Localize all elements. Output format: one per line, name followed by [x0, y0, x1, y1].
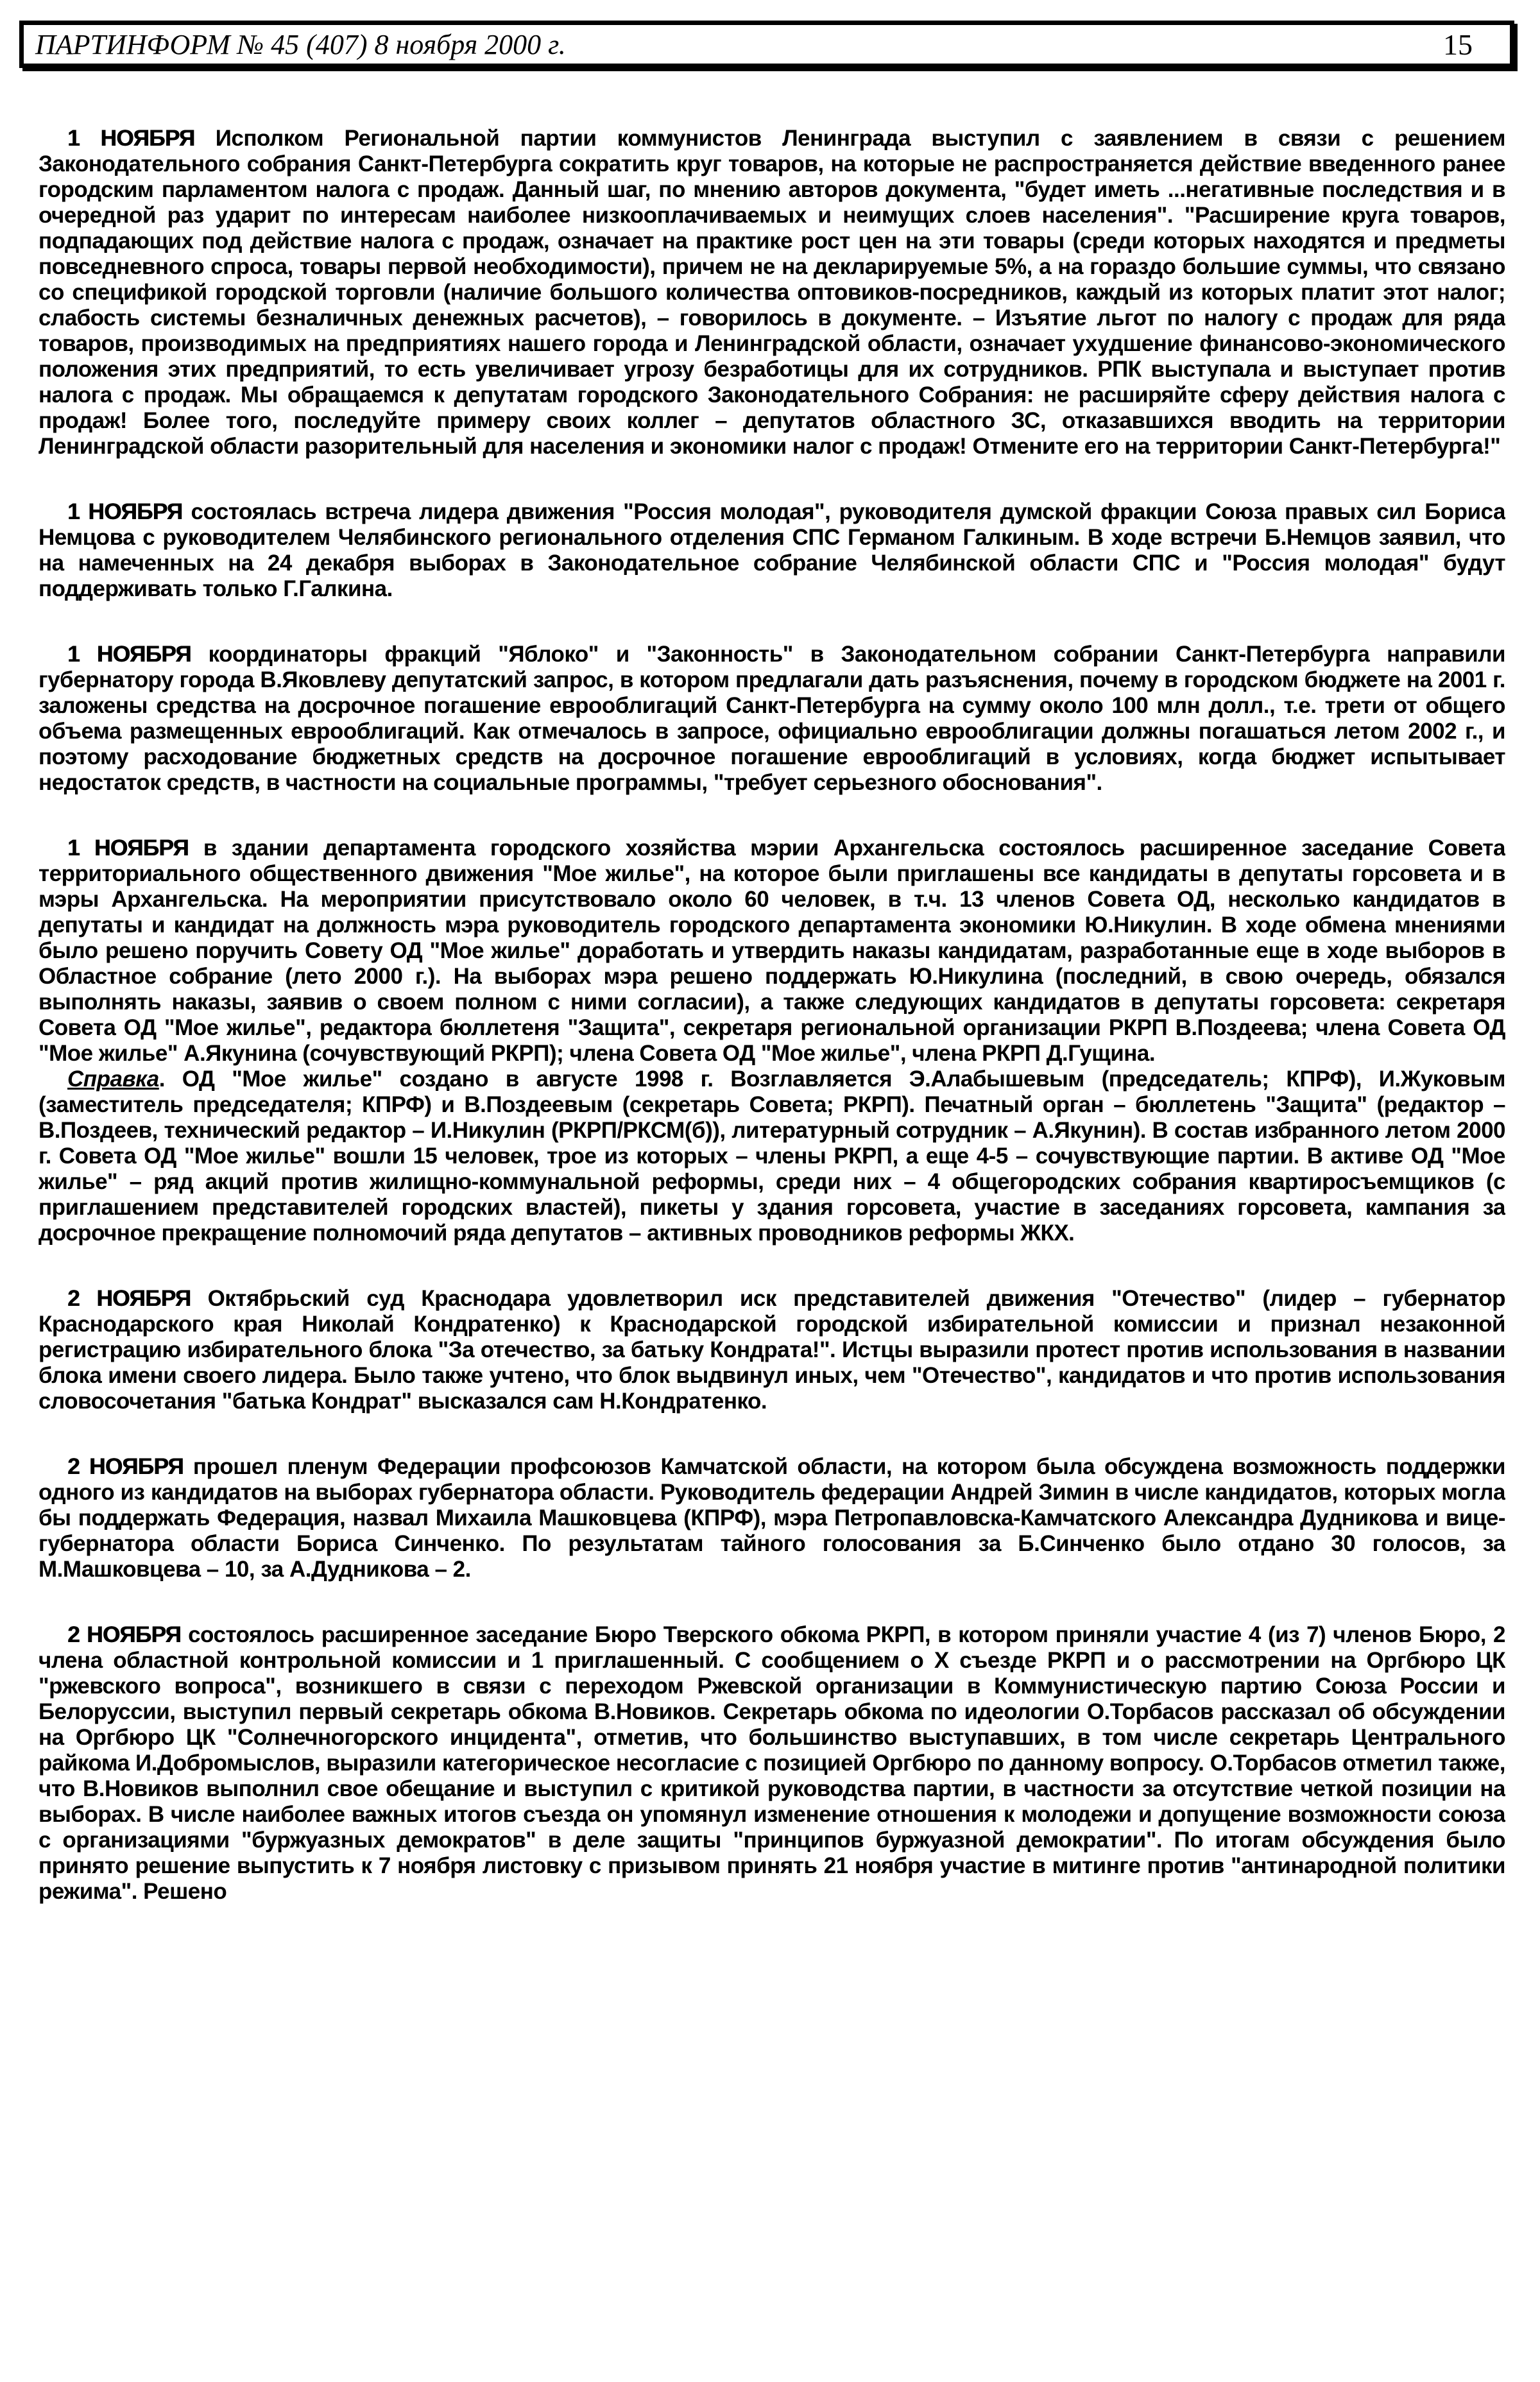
- news-date-4: 1 НОЯБРЯ: [67, 835, 189, 861]
- page-number: 15: [1443, 28, 1473, 61]
- news-text-4: в здании департамента городского хозяйства мэрии Архангельска состоялось расширенное заседание Совета территориального общественного движения "Мое жилье", на которое были приглашены все кандидаты в депутаты горсовета и в мэры Архангельска. На мероприятии присутствовало около 60 человек, в т.ч. 13 членов Совета ОД, несколько кандидатов в депутаты и кандидат на должность мэра руководитель городского департамента экономики Ю.Никулин. В ходе обмена мнениями было решено поручить Совету ОД "Мое жилье" доработать и утвердить наказы кандидатам, разработанные еще в ходе выборов в Областное собрание (лето 2000 г.). На выборах мэра решено поддержать Ю.Никулина (последний, в свою очередь, обязался выполнять наказы, заявив о своем полном с ними согласии), а также следующих кандидатов в депутаты горсовета: секретаря Совета ОД "Мое жилье", редактора бюллетеня "Защита", секретаря региональной организации РКРП В.Поздеева; члена Совета ОД "Мое жилье" А.Якунина (сочувствующий РКРП); члена Совета ОД "Мое жилье", члена РКРП Д.Гущина.: [38, 835, 1505, 1066]
- spravka-item: [38, 1067, 1505, 1246]
- page-header: [19, 21, 1514, 68]
- news-item-2: [38, 499, 1505, 602]
- news-text-7: состоялось расширенное заседание Бюро Тверского обкома РКРП, в котором приняли участие 4 (из 7) членов Бюро, 2 члена областной контрольной комиссии и 1 приглашенный. С сообщением о X съезде РКРП и о рассмотрении на Оргбюро ЦК "ржевского вопроса", возникшего в связи с переходом Ржевской организации в Коммунистическую партию Союза России и Белоруссии, выступил первый секретарь обкома В.Новиков. Секретарь обкома по идеологии О.Торбасов рассказал об обсуждении на Оргбюро ЦК "Солнечногорского инцидента", отметив, что большинство выступавших, в том числе секретарь Центрального райкома И.Добромыслов, выразили категорическое несогласие с позицией Оргбюро по данному вопросу. О.Торбасов отметил также, что В.Новиков выполнил свое обещание и выступил с критикой руководства партии, в частности за отсутствие четкой позиции на выборах. В числе наиболее важных итогов съезда он упомянул изменение отношения к молодежи и допущение возможности союза с организациями "буржуазных демократов" в деле защиты "принципов буржуазной демократии". По итогам обсуждения было принято решение выпустить к 7 ноября листовку с призывом принять 21 ноября участие в митинге против "антинародной политики режима". Решено: [38, 1622, 1505, 1904]
- news-date-2: 1 НОЯБРЯ: [67, 499, 183, 524]
- news-text-3: координаторы фракций "Яблоко" и "Законность" в Законодательном собрании Санкт-Петербурга направили губернатору города В.Яковлеву депутатский запрос, в котором предлагали дать разъяснения, почему в городском бюджете на 2001 г. заложены средства на досрочное погашение еврооблигаций Санкт-Петербурга на сумму около 100 млн долл., т.е. трети от общего объема размещенных еврооблигаций. Как отмечалось в запросе, официально еврооблигации должны погашаться летом 2002 г., и поэтому расходование бюджетных средств на досрочное погашение еврооблигаций в условиях, когда бюджет испытывает недостаток средств, в частности на социальные программы, "требует серьезного обоснования".: [38, 642, 1505, 795]
- newsletter-title: ПАРТИНФОРМ № 45 (407) 8 ноября 2000 г.: [35, 28, 566, 60]
- news-item-7: [38, 1622, 1505, 1905]
- news-text-6: прошел пленум Федерации профсоюзов Камчатской области, на котором была обсуждена возможность поддержки одного из кандидатов на выборах губернатора области. Руководитель федерации Андрей Зимин в числе кандидатов, которых могла бы поддержать Федерация, назвал Михаила Машковцева (КПРФ), мэра Петропавловска-Камчатского Александра Дудникова и вице-губернатора области Бориса Синченко. По результатам тайного голосования за Б.Синченко было отдано 30 голосов, за М.Машковцева – 10, за А.Дудникова – 2.: [38, 1454, 1505, 1582]
- news-item-6: [38, 1454, 1505, 1582]
- news-date-6: 2 НОЯБРЯ: [67, 1454, 184, 1479]
- news-item-3: [38, 642, 1505, 796]
- news-item-4: [38, 835, 1505, 1067]
- news-text-2: состоялась встреча лидера движения "Россия молодая", руководителя думской фракции Союза правых сил Бориса Немцова с руководителем Челябинского регионального отделения СПС Германом Галкиным. В ходе встречи Б.Немцов заявил, что на намеченных на 24 декабря выборах в Законодательное собрание Челябинской области СПС и "Россия молодая" будут поддерживать только Г.Галкина.: [38, 499, 1505, 601]
- news-date-3: 1 НОЯБРЯ: [67, 642, 191, 667]
- spravka-label: Справка: [67, 1067, 159, 1092]
- news-date-7: 2 НОЯБРЯ: [67, 1622, 182, 1647]
- news-date-5: 2 НОЯБРЯ: [67, 1286, 191, 1311]
- news-text-5: Октябрьский суд Краснодара удовлетворил иск представителей движения "Отечество" (лидер – губернатор Краснодарского края Николай Кондратенко) к Краснодарской городской избирательной комиссии и признал незаконной регистрацию избирательного блока "За отечество, за батьку Кондрата!". Истцы выразили протест против использования в названии блока имени своего лидера. Было также учтено, что блок выдвинул иных, чем "Отечество", кандидатов и что против использования словосочетания "батька Кондрат" высказался сам Н.Кондратенко.: [38, 1286, 1505, 1414]
- news-item-5: [38, 1286, 1505, 1414]
- news-date-1: 1 НОЯБРЯ: [67, 126, 195, 151]
- page-body: [38, 126, 1505, 2359]
- news-item-1: [38, 126, 1505, 459]
- spravka-text: . ОД "Мое жилье" создано в августе 1998 г. Возглавляется Э.Алабышевым (председатель; КПРФ), И.Жуковым (заместитель председателя; КПРФ) и В.Поздеевым (секретарь Совета; РКРП). Печатный орган – бюллетень "Защита" (редактор – В.Поздеев, технический редактор – И.Никулин (РКРП/РКСМ(б)), литературный сотрудник – А.Якунин). В состав избранного летом 2000 г. Совета ОД "Мое жилье" вошли 15 человек, трое из которых – члены РКРП, а еще 4-5 – сочувствующие партии. В активе ОД "Мое жилье" – ряд акций против жилищно-коммунальной реформы, среди них – 4 общегородских собрания квартиросъемщиков (с приглашением представителей городских властей), пикеты у здания горсовета, участие в заседаниях горсовета, кампания за досрочное прекращение полномочий ряда депутатов – активных проводников реформы ЖКХ.: [38, 1067, 1505, 1246]
- news-text-1: Исполком Региональной партии коммунистов Ленинграда выступил с заявлением в связи с решением Законодательного собрания Санкт-Петербурга сократить круг товаров, на которые не распространяется действие введенного ранее городским парламентом налога с продаж. Данный шаг, по мнению авторов документа, "будет иметь ...негативные последствия и в очередной раз ударит по интересам наиболее низкооплачиваемых и неимущих слоев населения". "Расширение круга товаров, подпадающих под действие налога с продаж, означает на практике рост цен на эти товары (среди которых находятся и предметы повседневного спроса, товары первой необходимости), причем не на декларируемые 5%, а на гораздо большие суммы, что связано со спецификой городской торговли (наличие большого количества оптовиков-посредников, каждый из которых платит этот налог; слабость системы безналичных денежных расчетов), – говорилось в документе. – Изъятие льгот по налогу с продаж для ряда товаров, производимых на предприятиях нашего города и Ленинградской области, означает ухудшение финансово-экономического положения этих предприятий, то есть увеличивает угрозу безработицы для их сотрудников. РПК выступала и выступает против налога с продаж. Мы обращаемся к депутатам городского Законодательного Собрания: не расширяйте сферу действия налога с продаж! Более того, последуйте примеру своих коллег – депутатов областного ЗС, отказавшихся вводить на территории Ленинградской области разорительный для населения и экономики налог с продаж! Отмените его на территории Санкт-Петербурга!": [38, 126, 1505, 459]
